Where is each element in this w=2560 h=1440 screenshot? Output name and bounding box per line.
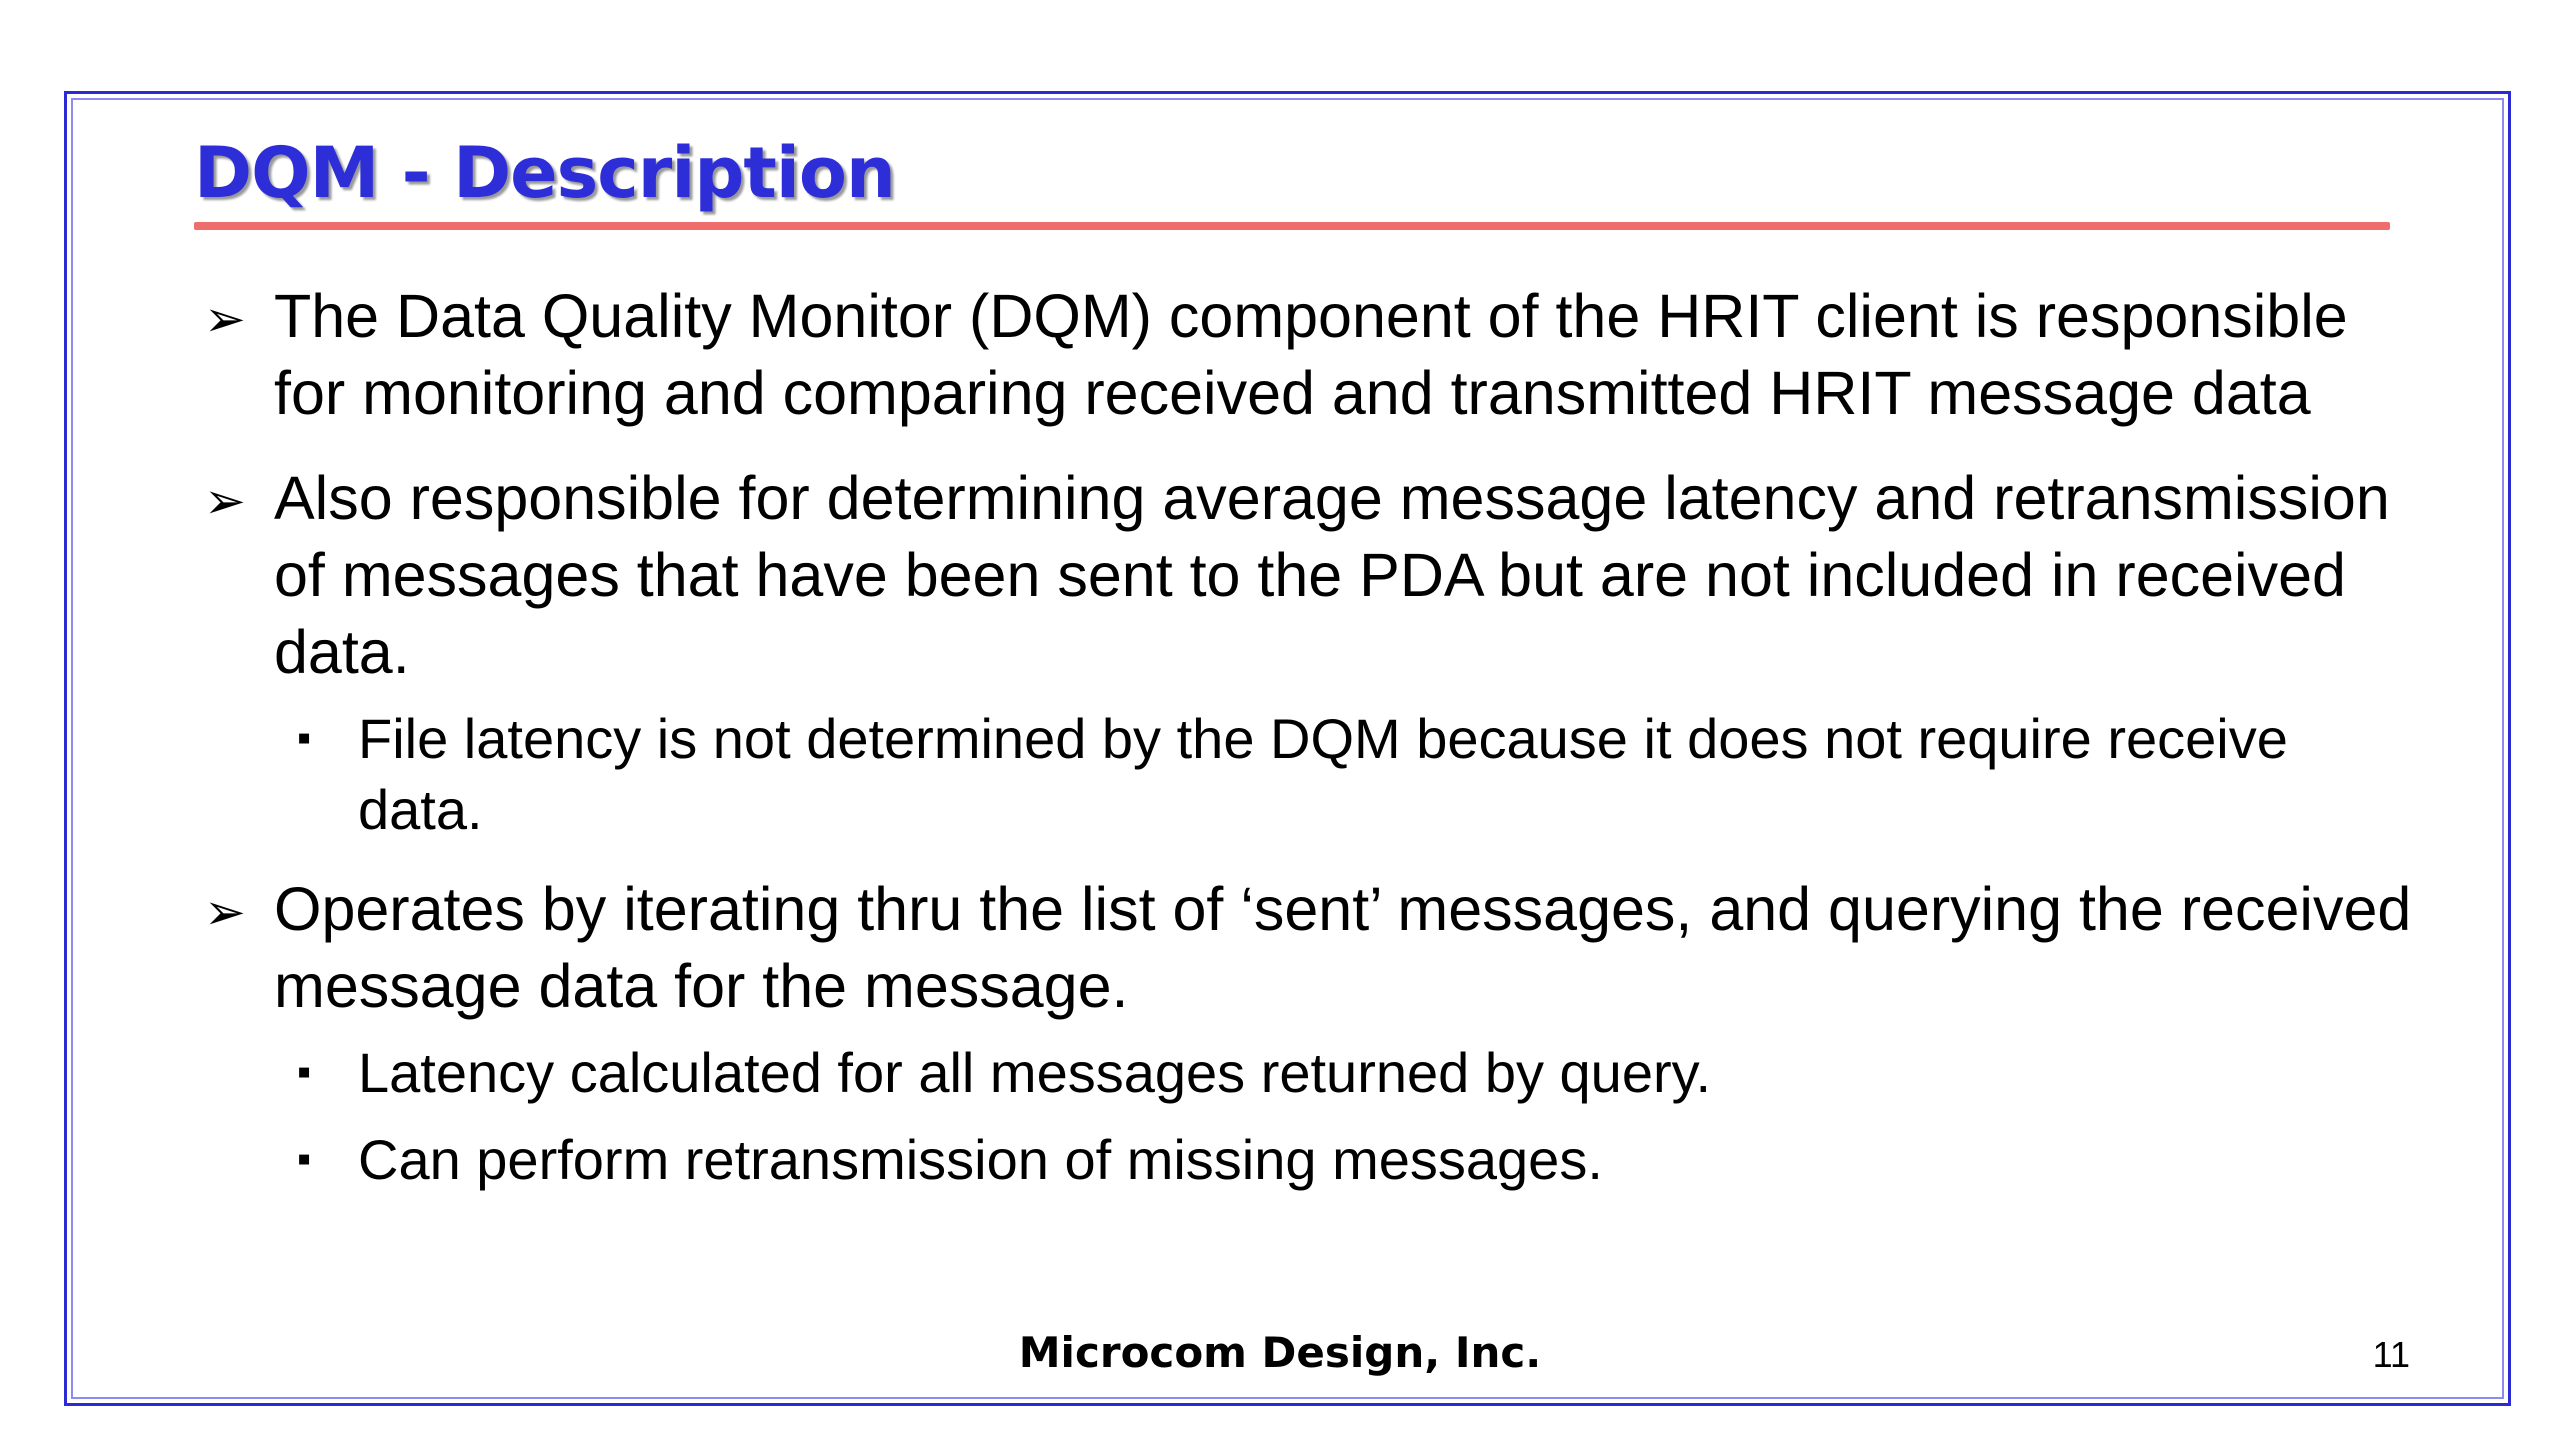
sub-bullet-item xyxy=(194,1037,2414,1108)
slide-body xyxy=(194,278,2414,1195)
footer-company-name: Microcom Design, Inc. xyxy=(1018,1328,1542,1377)
slide-title: DQM - Description xyxy=(194,132,895,214)
bullet-text: Also responsible for determining average message latency and retransmission of messages that have been sent to the PDA but are not included in received data. xyxy=(274,464,2390,686)
sub-bullet-text: File latency is not determined by the DQM because it does not require receive data. xyxy=(358,707,2288,841)
sub-bullet-text: Latency calculated for all messages returned by query. xyxy=(358,1041,1712,1104)
arrow-bullet-icon: ➢ xyxy=(204,472,246,530)
page-number: 11 xyxy=(2372,1334,2410,1375)
bullet-item xyxy=(194,278,2414,432)
sub-bullet-list xyxy=(194,1037,2414,1195)
sub-bullet-text: Can perform retransmission of missing messages. xyxy=(358,1128,1603,1191)
arrow-bullet-icon: ➢ xyxy=(204,883,246,941)
sub-bullet-list xyxy=(194,703,2414,845)
title-underline xyxy=(194,222,2390,230)
sub-bullet-item xyxy=(194,1124,2414,1195)
bullet-item xyxy=(194,871,2414,1025)
square-bullet-icon: ▪ xyxy=(297,716,312,760)
bullet-text: The Data Quality Monitor (DQM) component of the HRIT client is responsible for monitoring and comparing received and transmitted HRIT message data xyxy=(274,282,2348,427)
bullet-text: Operates by iterating thru the list of ‘sent’ messages, and querying the received message data for the message. xyxy=(274,875,2412,1020)
sub-bullet-item xyxy=(194,703,2414,845)
arrow-bullet-icon: ➢ xyxy=(204,290,246,348)
square-bullet-icon: ▪ xyxy=(297,1050,312,1094)
square-bullet-icon: ▪ xyxy=(297,1137,312,1181)
bullet-item xyxy=(194,460,2414,691)
